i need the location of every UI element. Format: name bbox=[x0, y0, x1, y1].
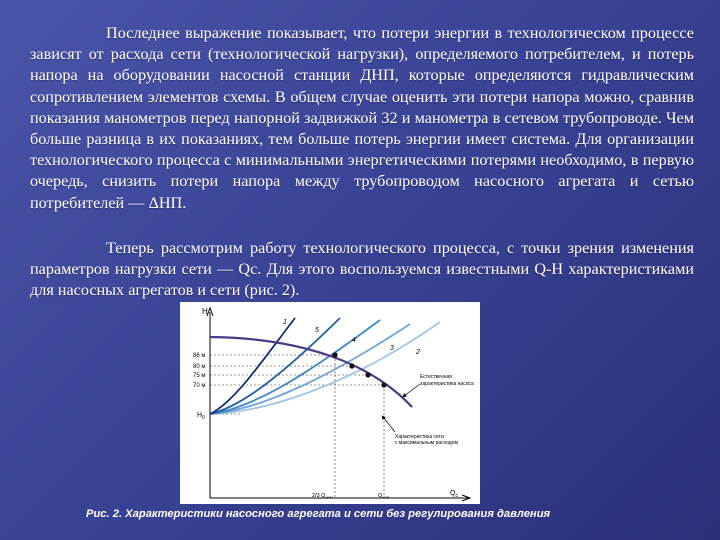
y-tick-86: 86 м bbox=[193, 353, 206, 359]
operating-point-4 bbox=[381, 382, 386, 387]
curve-label-2: 2 bbox=[416, 349, 420, 356]
annotation-pump-arrow bbox=[404, 384, 420, 396]
y-tick-80: 80 м bbox=[193, 364, 206, 370]
curve-label-4: 4 bbox=[352, 337, 356, 344]
annotation-network-arrow bbox=[383, 417, 395, 432]
x-tick-qnom: $Q_{ном}$ bbox=[378, 493, 390, 500]
paragraph-intro-figure: Теперь рассмотрим работу технологического процесса, с точки зрения изменения параметров нагрузки сети — Qс. Для этого воспользуемся известными Q-H характеристиками для насосных агрегатов и сети (рис. 2). bbox=[30, 239, 694, 300]
annotation-network-line-2: с максимальным расходом bbox=[395, 440, 458, 446]
y-origin-label: $H_0$ bbox=[197, 412, 205, 421]
y-axis-label: H bbox=[202, 307, 208, 316]
y-tick-70: 70 м bbox=[193, 383, 206, 389]
pump-curve bbox=[210, 337, 412, 407]
paragraph-main: Последнее выражение показывает, что потери энергии в технологическом процессе зависят от расхода сети (технологической нагрузки), определяемого потребителем, и потерь напора на оборудовании насосной станции ДНП, которые определяются гидравлическим сопротивлением элементов схемы. В общем случае оценить эти потери напора можно, сравнив показания манометров перед напорной задвижкой 32 и манометра в сетевом трубопроводе. Чем больше разница в их показаниях, тем больше потерь энергии имеет система. Для организации технологического процесса с минимальными энергетическими потерями необходимо, в первую очередь, снизить потери напора между трубопроводом насосного агрегата и сетью потребителей — ΔHП. bbox=[30, 24, 694, 212]
qh-chart bbox=[180, 302, 480, 504]
x-axis-label: $Q_c$ bbox=[450, 490, 458, 499]
curve-label-5: 5 bbox=[315, 327, 319, 334]
figure-qh-characteristics bbox=[180, 302, 480, 504]
operating-point-2 bbox=[349, 363, 354, 368]
annotation-pump-line-1: Естественная bbox=[420, 374, 452, 380]
annotation-network-line-1: Характеристика сети bbox=[395, 434, 444, 440]
curve-label-1: 1 bbox=[283, 319, 287, 326]
x-tick-two-thirds-qnom: 2/3 $Q_{ном}$ bbox=[312, 493, 333, 500]
curve-label-3: 3 bbox=[390, 345, 394, 352]
figure-caption: Рис. 2. Характеристики насосного агрегата и сети без регулирования давления bbox=[86, 508, 551, 520]
operating-point-1 bbox=[332, 352, 337, 357]
y-tick-75: 75 м bbox=[193, 373, 206, 379]
operating-point-3 bbox=[365, 372, 370, 377]
annotation-pump-line-2: характеристика насоса bbox=[420, 381, 474, 387]
